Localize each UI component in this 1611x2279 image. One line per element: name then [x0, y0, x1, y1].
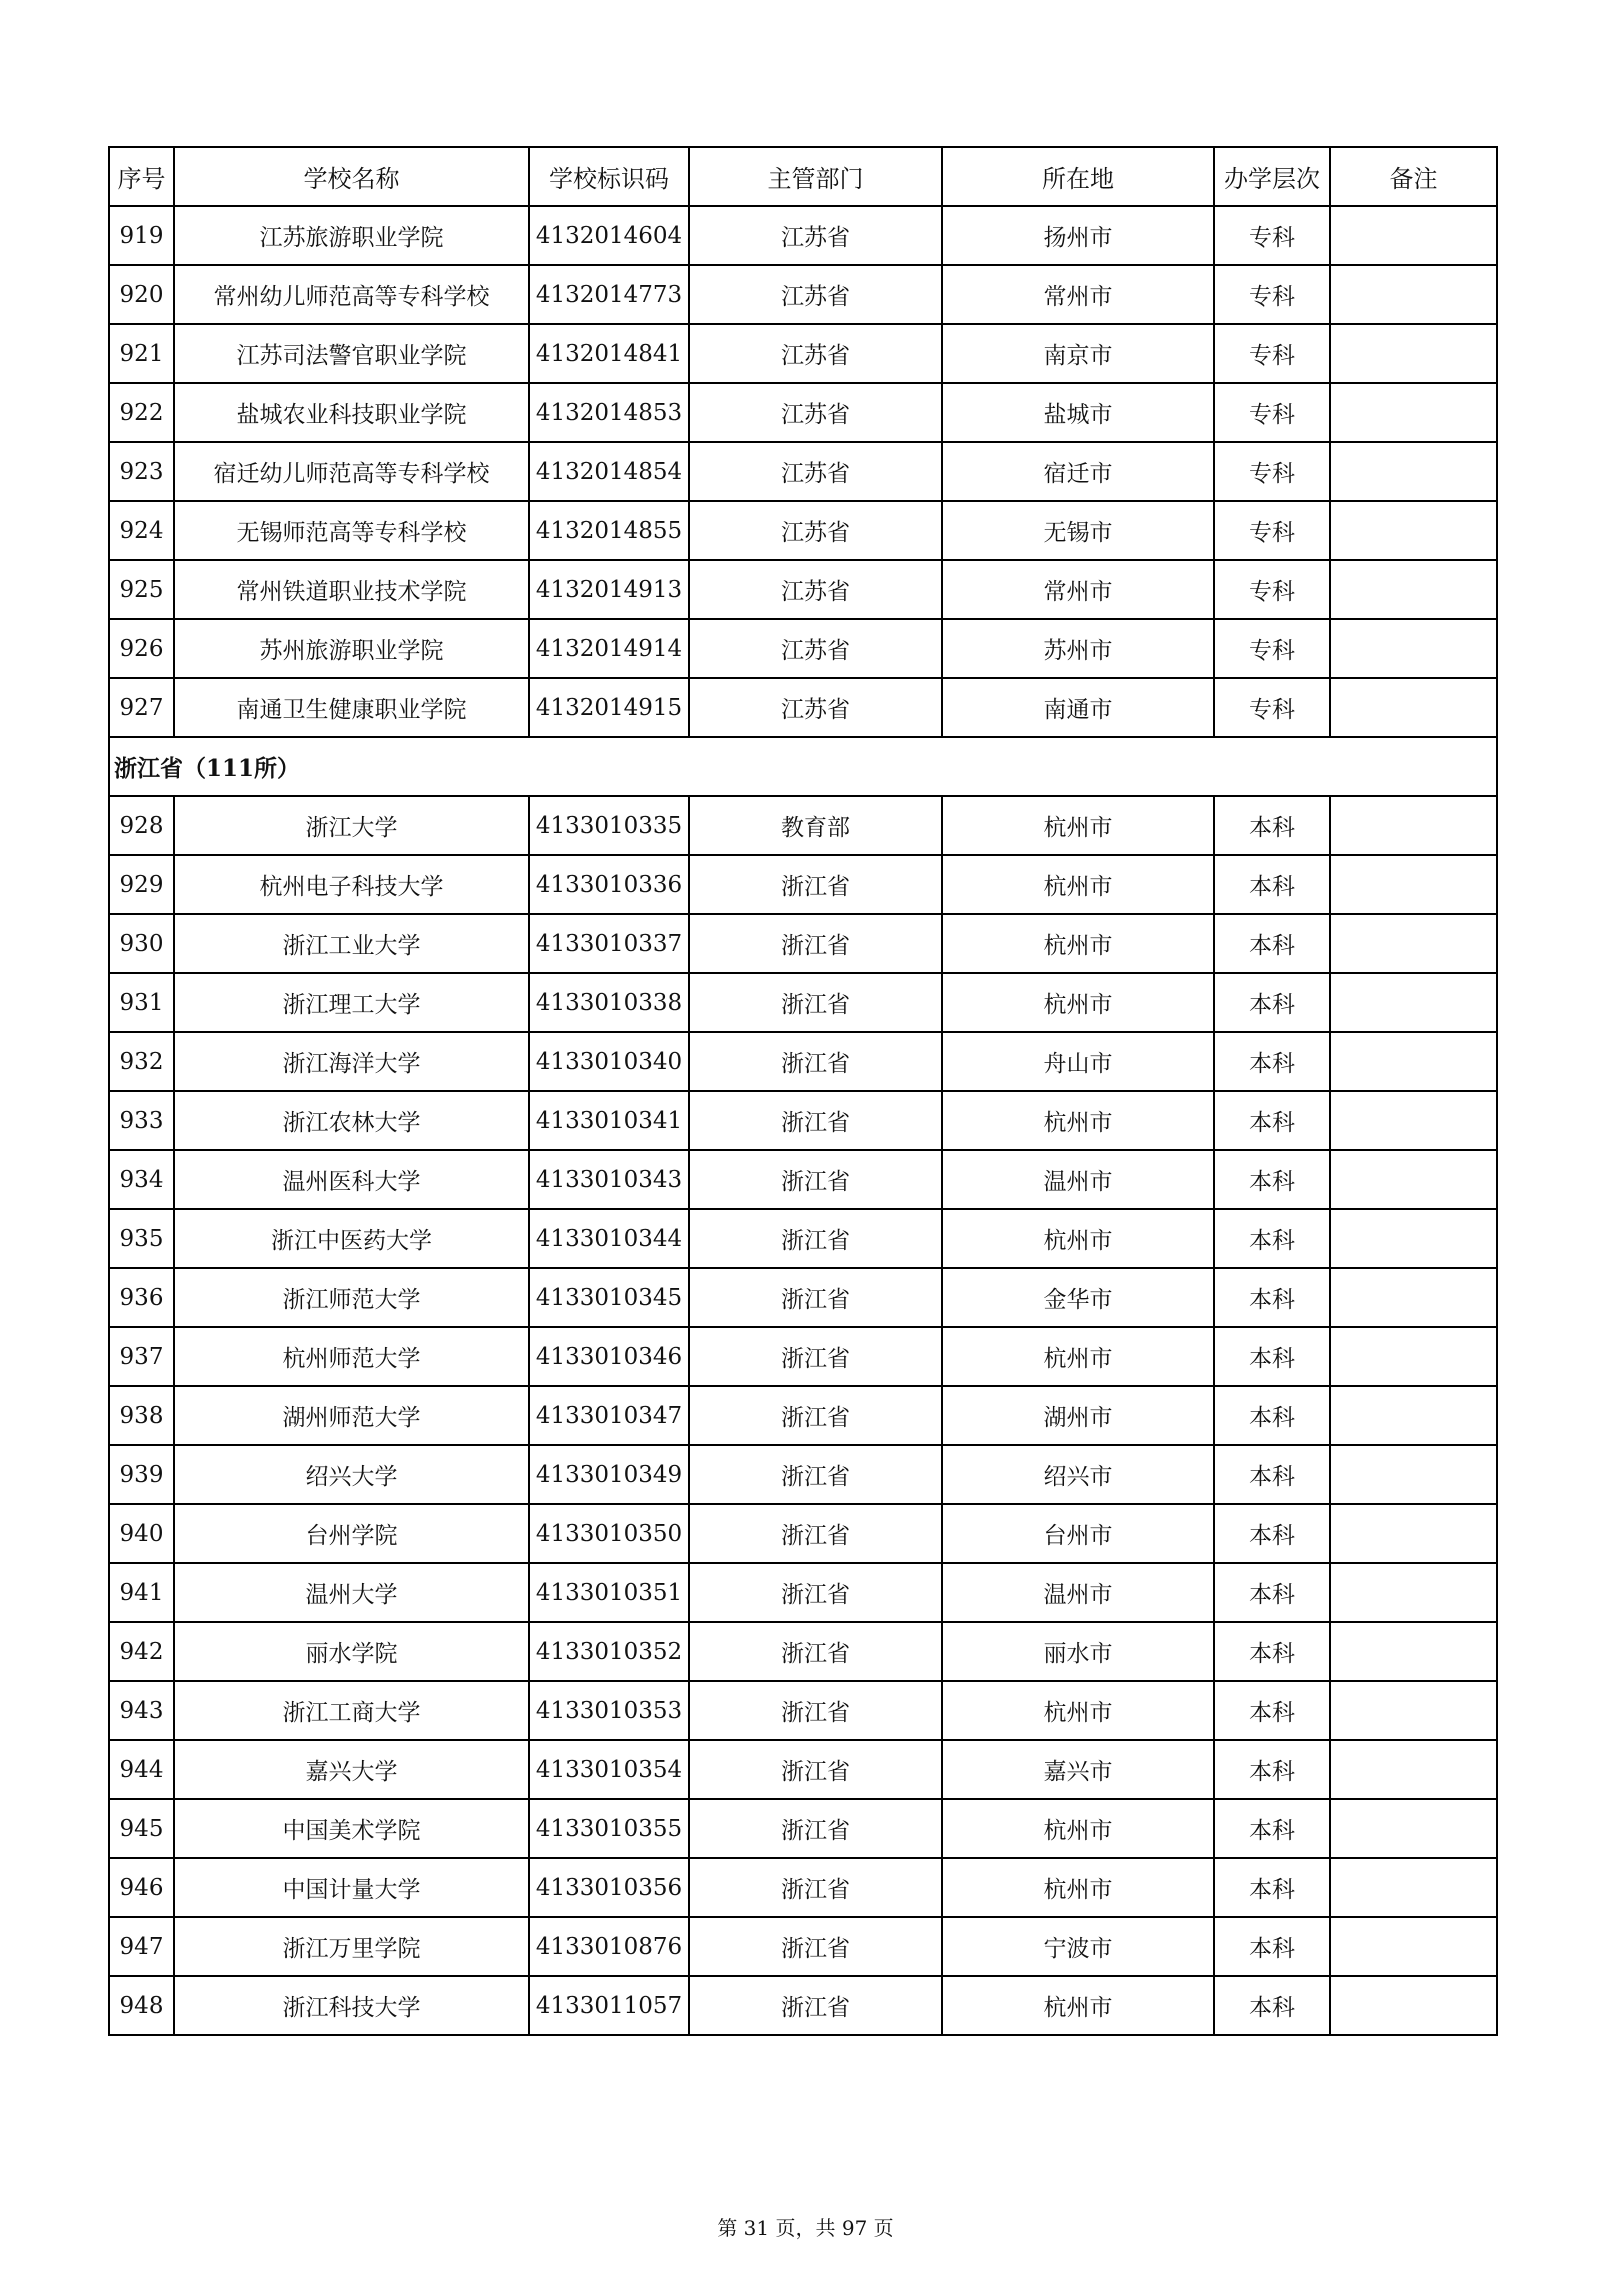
- cell-location: 南通市: [942, 678, 1214, 737]
- table-row: [109, 1504, 1497, 1563]
- section-row: [109, 737, 1497, 796]
- cell-authority: 浙江省: [689, 1445, 942, 1504]
- cell-level: 本科: [1214, 973, 1330, 1032]
- cell-level: 本科: [1214, 1622, 1330, 1681]
- cell-remarks: [1330, 1445, 1497, 1504]
- cell-school-code: 4133010347: [529, 1386, 689, 1445]
- cell-location: 杭州市: [942, 1976, 1214, 2035]
- cell-location: 杭州市: [942, 796, 1214, 855]
- cell-school-code: 4132014604: [529, 206, 689, 265]
- cell-location: 杭州市: [942, 1799, 1214, 1858]
- cell-school-code: 4133010343: [529, 1150, 689, 1209]
- cell-remarks: [1330, 1622, 1497, 1681]
- table-row: [109, 1740, 1497, 1799]
- cell-school-code: 4133010335: [529, 796, 689, 855]
- cell-location: 湖州市: [942, 1386, 1214, 1445]
- table-body-jiangsu: [109, 206, 1497, 737]
- cell-level: 本科: [1214, 1268, 1330, 1327]
- cell-school-code: 4132014773: [529, 265, 689, 324]
- cell-location: 丽水市: [942, 1622, 1214, 1681]
- cell-school-name: 浙江万里学院: [174, 1917, 529, 1976]
- cell-authority: 浙江省: [689, 1917, 942, 1976]
- cell-authority: 江苏省: [689, 442, 942, 501]
- cell-authority: 江苏省: [689, 383, 942, 442]
- cell-authority: 浙江省: [689, 1799, 942, 1858]
- cell-level: 本科: [1214, 1504, 1330, 1563]
- cell-location: 嘉兴市: [942, 1740, 1214, 1799]
- cell-remarks: [1330, 619, 1497, 678]
- table-row: [109, 619, 1497, 678]
- header-remarks: 备注: [1330, 147, 1497, 206]
- cell-remarks: [1330, 973, 1497, 1032]
- cell-school-name: 苏州旅游职业学院: [174, 619, 529, 678]
- cell-school-name: 嘉兴大学: [174, 1740, 529, 1799]
- cell-school-code: 4133010338: [529, 973, 689, 1032]
- cell-remarks: [1330, 1858, 1497, 1917]
- cell-remarks: [1330, 1091, 1497, 1150]
- cell-index: 927: [109, 678, 174, 737]
- cell-location: 杭州市: [942, 914, 1214, 973]
- cell-index: 932: [109, 1032, 174, 1091]
- table-section: [109, 737, 1497, 796]
- cell-authority: 浙江省: [689, 1091, 942, 1150]
- cell-school-name: 常州铁道职业技术学院: [174, 560, 529, 619]
- cell-school-name: 宿迁幼儿师范高等专科学校: [174, 442, 529, 501]
- header-school-name: 学校名称: [174, 147, 529, 206]
- cell-remarks: [1330, 1681, 1497, 1740]
- cell-index: 934: [109, 1150, 174, 1209]
- cell-remarks: [1330, 1386, 1497, 1445]
- cell-school-code: 4133010352: [529, 1622, 689, 1681]
- header-school-code: 学校标识码: [529, 147, 689, 206]
- cell-school-code: 4132014915: [529, 678, 689, 737]
- cell-authority: 浙江省: [689, 914, 942, 973]
- table-row: [109, 501, 1497, 560]
- cell-school-name: 浙江理工大学: [174, 973, 529, 1032]
- table-body-zhejiang: [109, 796, 1497, 2035]
- cell-location: 宁波市: [942, 1917, 1214, 1976]
- cell-remarks: [1330, 383, 1497, 442]
- cell-index: 940: [109, 1504, 174, 1563]
- table-row: [109, 1150, 1497, 1209]
- cell-level: 本科: [1214, 1209, 1330, 1268]
- cell-location: 杭州市: [942, 973, 1214, 1032]
- cell-remarks: [1330, 1209, 1497, 1268]
- cell-school-name: 浙江中医药大学: [174, 1209, 529, 1268]
- cell-level: 本科: [1214, 1032, 1330, 1091]
- header-location: 所在地: [942, 147, 1214, 206]
- cell-school-code: 4133010876: [529, 1917, 689, 1976]
- cell-school-name: 绍兴大学: [174, 1445, 529, 1504]
- table-row: [109, 1445, 1497, 1504]
- cell-authority: 江苏省: [689, 206, 942, 265]
- cell-school-code: 4133010356: [529, 1858, 689, 1917]
- cell-remarks: [1330, 206, 1497, 265]
- cell-level: 本科: [1214, 914, 1330, 973]
- cell-school-code: 4132014914: [529, 619, 689, 678]
- cell-school-name: 浙江大学: [174, 796, 529, 855]
- table-row: [109, 678, 1497, 737]
- cell-authority: 浙江省: [689, 1622, 942, 1681]
- table-row: [109, 1032, 1497, 1091]
- cell-authority: 江苏省: [689, 560, 942, 619]
- cell-school-code: 4133010350: [529, 1504, 689, 1563]
- cell-index: 931: [109, 973, 174, 1032]
- cell-level: 本科: [1214, 1917, 1330, 1976]
- cell-school-code: 4133010355: [529, 1799, 689, 1858]
- cell-level: 本科: [1214, 1150, 1330, 1209]
- cell-school-code: 4133010346: [529, 1327, 689, 1386]
- table-row: [109, 973, 1497, 1032]
- cell-remarks: [1330, 796, 1497, 855]
- cell-school-name: 中国美术学院: [174, 1799, 529, 1858]
- cell-location: 杭州市: [942, 855, 1214, 914]
- cell-location: 杭州市: [942, 1681, 1214, 1740]
- cell-remarks: [1330, 1976, 1497, 2035]
- cell-level: 本科: [1214, 1976, 1330, 2035]
- cell-remarks: [1330, 324, 1497, 383]
- cell-remarks: [1330, 265, 1497, 324]
- cell-index: 937: [109, 1327, 174, 1386]
- cell-school-code: 4133010353: [529, 1681, 689, 1740]
- cell-index: 928: [109, 796, 174, 855]
- cell-remarks: [1330, 855, 1497, 914]
- table-row: [109, 265, 1497, 324]
- cell-level: 本科: [1214, 1799, 1330, 1858]
- cell-school-name: 丽水学院: [174, 1622, 529, 1681]
- cell-authority: 浙江省: [689, 1327, 942, 1386]
- cell-index: 921: [109, 324, 174, 383]
- cell-school-code: 4133010349: [529, 1445, 689, 1504]
- cell-authority: 浙江省: [689, 1150, 942, 1209]
- cell-index: 941: [109, 1563, 174, 1622]
- cell-index: 930: [109, 914, 174, 973]
- table-row: [109, 855, 1497, 914]
- cell-authority: 浙江省: [689, 1268, 942, 1327]
- cell-level: 专科: [1214, 619, 1330, 678]
- cell-level: 本科: [1214, 855, 1330, 914]
- cell-school-name: 盐城农业科技职业学院: [174, 383, 529, 442]
- table-row: [109, 796, 1497, 855]
- cell-authority: 浙江省: [689, 1504, 942, 1563]
- cell-remarks: [1330, 501, 1497, 560]
- table-row: [109, 560, 1497, 619]
- cell-remarks: [1330, 1917, 1497, 1976]
- cell-school-code: 4133010345: [529, 1268, 689, 1327]
- cell-location: 杭州市: [942, 1091, 1214, 1150]
- cell-location: 盐城市: [942, 383, 1214, 442]
- cell-school-name: 浙江师范大学: [174, 1268, 529, 1327]
- cell-school-name: 浙江海洋大学: [174, 1032, 529, 1091]
- cell-school-code: 4132014854: [529, 442, 689, 501]
- cell-location: 绍兴市: [942, 1445, 1214, 1504]
- cell-school-code: 4132014855: [529, 501, 689, 560]
- cell-index: 922: [109, 383, 174, 442]
- table-header: [109, 147, 1497, 206]
- section-title: 浙江省（111所）: [109, 737, 1497, 796]
- cell-location: 常州市: [942, 560, 1214, 619]
- cell-location: 南京市: [942, 324, 1214, 383]
- table-row: [109, 1799, 1497, 1858]
- cell-authority: 江苏省: [689, 619, 942, 678]
- cell-remarks: [1330, 1032, 1497, 1091]
- cell-index: 938: [109, 1386, 174, 1445]
- universities-table: [108, 146, 1498, 2036]
- cell-level: 本科: [1214, 796, 1330, 855]
- header-index: 序号: [109, 147, 174, 206]
- cell-authority: 浙江省: [689, 1858, 942, 1917]
- cell-level: 本科: [1214, 1445, 1330, 1504]
- cell-school-name: 温州大学: [174, 1563, 529, 1622]
- cell-school-name: 无锡师范高等专科学校: [174, 501, 529, 560]
- cell-school-name: 温州医科大学: [174, 1150, 529, 1209]
- cell-school-code: 4133010351: [529, 1563, 689, 1622]
- cell-school-code: 4133010337: [529, 914, 689, 973]
- cell-location: 苏州市: [942, 619, 1214, 678]
- cell-school-name: 南通卫生健康职业学院: [174, 678, 529, 737]
- cell-index: 943: [109, 1681, 174, 1740]
- cell-location: 温州市: [942, 1150, 1214, 1209]
- cell-index: 947: [109, 1917, 174, 1976]
- cell-location: 扬州市: [942, 206, 1214, 265]
- table-row: [109, 1563, 1497, 1622]
- cell-level: 本科: [1214, 1740, 1330, 1799]
- cell-remarks: [1330, 1563, 1497, 1622]
- cell-remarks: [1330, 1504, 1497, 1563]
- cell-location: 金华市: [942, 1268, 1214, 1327]
- cell-school-name: 台州学院: [174, 1504, 529, 1563]
- cell-school-name: 浙江工业大学: [174, 914, 529, 973]
- cell-school-code: 4133010341: [529, 1091, 689, 1150]
- cell-level: 专科: [1214, 560, 1330, 619]
- cell-remarks: [1330, 1150, 1497, 1209]
- cell-school-code: 4133010336: [529, 855, 689, 914]
- cell-school-name: 江苏旅游职业学院: [174, 206, 529, 265]
- cell-authority: 浙江省: [689, 1976, 942, 2035]
- cell-level: 专科: [1214, 324, 1330, 383]
- cell-level: 本科: [1214, 1386, 1330, 1445]
- cell-school-name: 杭州电子科技大学: [174, 855, 529, 914]
- cell-authority: 浙江省: [689, 1740, 942, 1799]
- table-row: [109, 1622, 1497, 1681]
- cell-school-name: 浙江农林大学: [174, 1091, 529, 1150]
- cell-authority: 浙江省: [689, 855, 942, 914]
- cell-authority: 浙江省: [689, 1386, 942, 1445]
- cell-remarks: [1330, 1268, 1497, 1327]
- cell-authority: 江苏省: [689, 501, 942, 560]
- cell-location: 温州市: [942, 1563, 1214, 1622]
- cell-index: 924: [109, 501, 174, 560]
- cell-index: 936: [109, 1268, 174, 1327]
- cell-level: 专科: [1214, 678, 1330, 737]
- cell-index: 933: [109, 1091, 174, 1150]
- cell-school-code: 4132014853: [529, 383, 689, 442]
- cell-level: 专科: [1214, 442, 1330, 501]
- table-row: [109, 206, 1497, 265]
- cell-index: 948: [109, 1976, 174, 2035]
- cell-level: 专科: [1214, 383, 1330, 442]
- table-row: [109, 383, 1497, 442]
- table-row: [109, 1327, 1497, 1386]
- cell-authority: 浙江省: [689, 1032, 942, 1091]
- cell-authority: 江苏省: [689, 678, 942, 737]
- cell-index: 946: [109, 1858, 174, 1917]
- table-row: [109, 1209, 1497, 1268]
- cell-location: 台州市: [942, 1504, 1214, 1563]
- table-row: [109, 1268, 1497, 1327]
- cell-level: 本科: [1214, 1091, 1330, 1150]
- table-row: [109, 324, 1497, 383]
- cell-school-code: 4132014841: [529, 324, 689, 383]
- cell-location: 常州市: [942, 265, 1214, 324]
- cell-index: 945: [109, 1799, 174, 1858]
- cell-school-code: 4133011057: [529, 1976, 689, 2035]
- cell-index: 920: [109, 265, 174, 324]
- cell-index: 935: [109, 1209, 174, 1268]
- table-row: [109, 442, 1497, 501]
- cell-authority: 浙江省: [689, 1209, 942, 1268]
- cell-index: 926: [109, 619, 174, 678]
- cell-school-code: 4133010354: [529, 1740, 689, 1799]
- cell-level: 专科: [1214, 206, 1330, 265]
- table-row: [109, 1091, 1497, 1150]
- cell-authority: 江苏省: [689, 265, 942, 324]
- cell-school-name: 杭州师范大学: [174, 1327, 529, 1386]
- cell-level: 本科: [1214, 1563, 1330, 1622]
- cell-index: 944: [109, 1740, 174, 1799]
- cell-remarks: [1330, 678, 1497, 737]
- table-row: [109, 1681, 1497, 1740]
- cell-level: 本科: [1214, 1858, 1330, 1917]
- cell-index: 939: [109, 1445, 174, 1504]
- cell-authority: 浙江省: [689, 1563, 942, 1622]
- cell-authority: 浙江省: [689, 973, 942, 1032]
- cell-remarks: [1330, 1799, 1497, 1858]
- page-footer: 第 31 页，共 97 页: [717, 2216, 894, 2240]
- table-row: [109, 1976, 1497, 2035]
- table-row: [109, 914, 1497, 973]
- cell-remarks: [1330, 560, 1497, 619]
- cell-index: 925: [109, 560, 174, 619]
- cell-remarks: [1330, 914, 1497, 973]
- cell-level: 本科: [1214, 1327, 1330, 1386]
- cell-location: 无锡市: [942, 501, 1214, 560]
- cell-remarks: [1330, 442, 1497, 501]
- cell-location: 舟山市: [942, 1032, 1214, 1091]
- cell-location: 杭州市: [942, 1327, 1214, 1386]
- cell-authority: 浙江省: [689, 1681, 942, 1740]
- cell-level: 专科: [1214, 265, 1330, 324]
- header-authority: 主管部门: [689, 147, 942, 206]
- cell-school-code: 4133010340: [529, 1032, 689, 1091]
- cell-school-name: 江苏司法警官职业学院: [174, 324, 529, 383]
- header-level: 办学层次: [1214, 147, 1330, 206]
- table-row: [109, 1386, 1497, 1445]
- cell-school-code: 4133010344: [529, 1209, 689, 1268]
- cell-index: 929: [109, 855, 174, 914]
- cell-location: 宿迁市: [942, 442, 1214, 501]
- cell-school-code: 4132014913: [529, 560, 689, 619]
- cell-index: 942: [109, 1622, 174, 1681]
- header-row: [109, 147, 1497, 206]
- cell-index: 923: [109, 442, 174, 501]
- table-row: [109, 1917, 1497, 1976]
- cell-location: 杭州市: [942, 1858, 1214, 1917]
- cell-school-name: 浙江工商大学: [174, 1681, 529, 1740]
- cell-authority: 江苏省: [689, 324, 942, 383]
- cell-authority: 教育部: [689, 796, 942, 855]
- cell-school-name: 湖州师范大学: [174, 1386, 529, 1445]
- cell-location: 杭州市: [942, 1209, 1214, 1268]
- cell-level: 本科: [1214, 1681, 1330, 1740]
- cell-school-name: 中国计量大学: [174, 1858, 529, 1917]
- cell-school-name: 浙江科技大学: [174, 1976, 529, 2035]
- cell-remarks: [1330, 1740, 1497, 1799]
- cell-level: 专科: [1214, 501, 1330, 560]
- table-row: [109, 1858, 1497, 1917]
- cell-remarks: [1330, 1327, 1497, 1386]
- cell-school-name: 常州幼儿师范高等专科学校: [174, 265, 529, 324]
- cell-index: 919: [109, 206, 174, 265]
